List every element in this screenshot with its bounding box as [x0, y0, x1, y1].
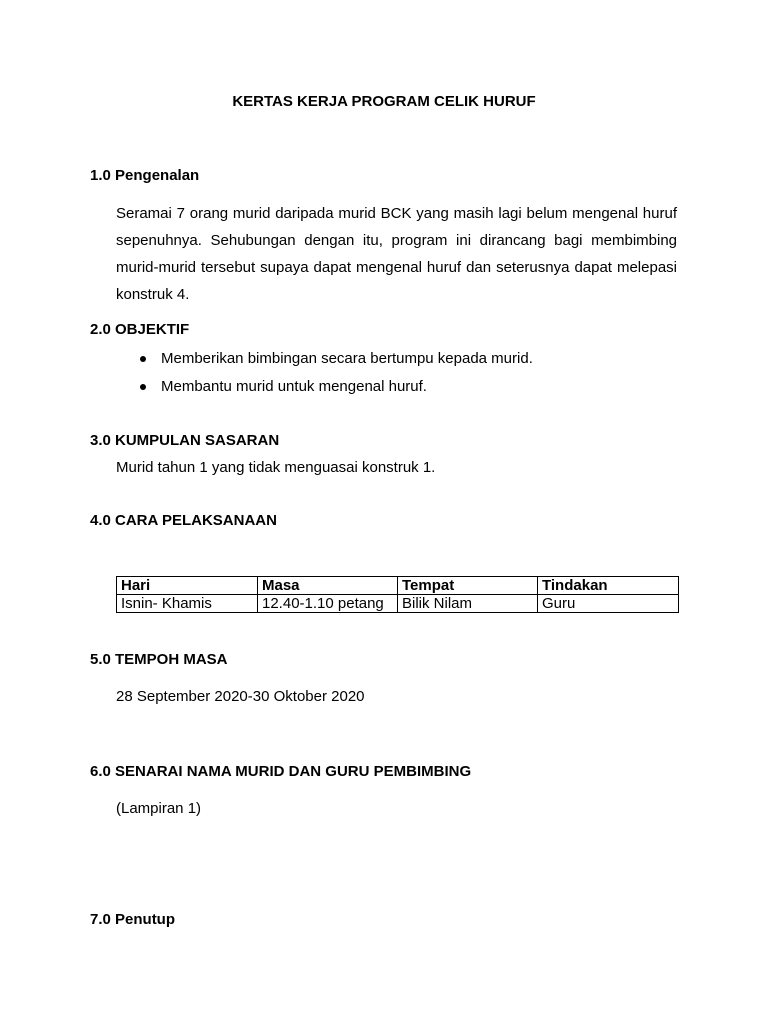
intro-paragraph-line: murid-murid tersebut supaya dapat mengenal huruf dan seterusnya dapat melepasi: [116, 259, 677, 276]
intro-paragraph-line: Seramai 7 orang murid daripada murid BCK yang masih lagi belum mengenal huruf: [116, 205, 677, 222]
duration-text: 28 September 2020-30 Oktober 2020: [116, 688, 365, 705]
table-header-hari: Hari: [117, 577, 258, 595]
table-row: [117, 595, 679, 613]
intro-paragraph-line: sepenuhnya. Sehubungan dengan itu, program ini dirancang bagi membimbing: [116, 232, 677, 249]
table-cell-tindakan: Guru: [538, 595, 679, 613]
document-title: KERTAS KERJA PROGRAM CELIK HURUF: [232, 93, 536, 110]
table-cell-masa: 12.40-1.10 petang: [258, 595, 398, 613]
section-heading-cara-pelaksanaan: 4.0 CARA PELAKSANAAN: [90, 512, 277, 529]
section-heading-senarai-nama: 6.0 SENARAI NAMA MURID DAN GURU PEMBIMBING: [90, 763, 472, 780]
implementation-table: [116, 576, 679, 613]
table-header-tempat: Tempat: [398, 577, 538, 595]
target-group-text: Murid tahun 1 yang tidak menguasai konstruk 1.: [116, 459, 436, 476]
objective-item: [140, 378, 680, 396]
table-header-tindakan: Tindakan: [538, 577, 679, 595]
intro-paragraph: [116, 200, 677, 308]
bullet-icon: [140, 384, 146, 390]
objective-text: Memberikan bimbingan secara bertumpu kepada murid.: [161, 350, 533, 367]
section-heading-objektif: 2.0 OBJEKTIF: [90, 321, 190, 338]
table-header-row: [117, 577, 679, 595]
section-heading-pengenalan: 1.0 Pengenalan: [90, 167, 200, 184]
attachment-reference: (Lampiran 1): [116, 800, 202, 817]
table-cell-hari: Isnin- Khamis: [117, 595, 258, 613]
objective-text: Membantu murid untuk mengenal huruf.: [161, 378, 427, 395]
intro-paragraph-line: konstruk 4.: [116, 286, 190, 303]
table-header-masa: Masa: [258, 577, 398, 595]
section-heading-tempoh-masa: 5.0 TEMPOH MASA: [90, 651, 228, 668]
objective-item: [140, 350, 680, 368]
section-heading-penutup: 7.0 Penutup: [90, 911, 176, 928]
table-cell-tempat: Bilik Nilam: [398, 595, 538, 613]
section-heading-kumpulan-sasaran: 3.0 KUMPULAN SASARAN: [90, 432, 280, 449]
bullet-icon: [140, 356, 146, 362]
